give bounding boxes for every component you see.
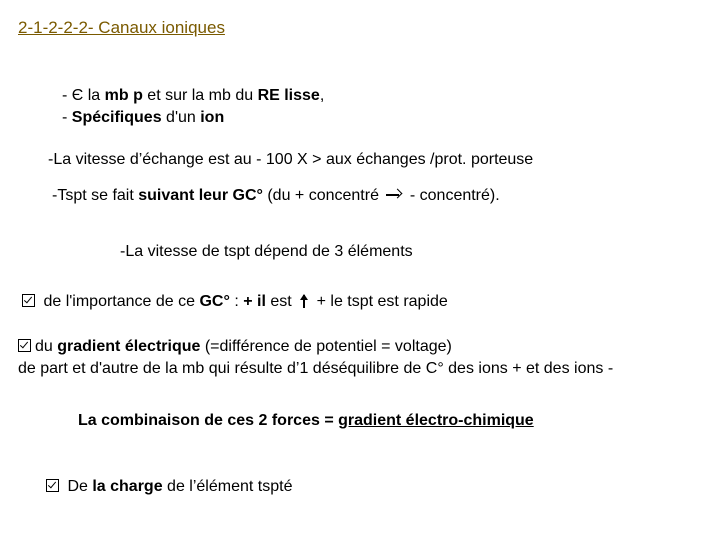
tspt-line — [52, 186, 500, 206]
item-charge — [46, 477, 292, 497]
checkbox-checked-icon — [22, 294, 35, 307]
item1-plus-il: + il — [243, 293, 266, 310]
item2-gradient: gradient électrique — [57, 338, 201, 355]
checkbox-checked-icon — [46, 479, 59, 492]
tspt-text-c: (du + concentré — [262, 187, 384, 204]
item1-gc: GC° — [199, 293, 230, 310]
tspt-text-a: -Tspt se fait — [52, 187, 139, 204]
item1-text-c: : — [229, 293, 244, 310]
combination-gradient: gradient électro-chimique — [338, 412, 534, 429]
arrow-up-icon — [299, 293, 309, 308]
bullet-specific-ion: ion — [200, 109, 225, 126]
combination-line — [78, 411, 534, 431]
item3-text-a: De — [63, 478, 93, 495]
item-importance — [22, 292, 448, 312]
bullet-location-text-a: - Є la — [62, 87, 105, 104]
item2-text-c: (=différence de potentiel = voltage) — [200, 338, 452, 355]
item-gradient — [18, 337, 452, 357]
bullet-location — [62, 86, 324, 106]
tspt-text-d: - concentré). — [405, 187, 500, 204]
bullet-specific-text: d'un — [161, 109, 201, 126]
bullet-location-text-e: , — [319, 87, 325, 104]
item3-charge: la charge — [92, 478, 163, 495]
depends-line: -La vitesse de tspt dépend de 3 éléments — [120, 243, 413, 260]
tspt-gc: suivant leur GC° — [138, 187, 263, 204]
item2-text-a: du — [35, 338, 58, 355]
arrow-right-icon — [386, 190, 402, 200]
page-title: 2-1-2-2-2- Canaux ioniques — [18, 18, 225, 37]
speed-line: -La vitesse d’échange est au - 100 X > aux échanges /prot. porteuse — [48, 151, 534, 168]
checkbox-checked-icon — [18, 339, 31, 352]
item1-text-e: est — [265, 293, 297, 310]
item1-text-f: + le tspt est rapide — [312, 293, 448, 310]
item1-text-a: de l'importance de ce — [39, 293, 200, 310]
item-gradient-continued: de part et d'autre de la mb qui résulte d’1 déséquilibre de C° des ions + et des ions - — [18, 360, 614, 377]
bullet-specific-bold: Spécifiques — [71, 109, 162, 126]
bullet-specific-dash: - — [62, 109, 72, 126]
bullet-specific — [62, 108, 224, 128]
item3-text-c: de l’élément tspté — [162, 478, 293, 495]
combination-text: La combinaison de ces 2 forces = — [78, 412, 339, 429]
bullet-location-mbp: mb p — [104, 87, 143, 104]
bullet-location-text-c: et sur la mb du — [142, 87, 258, 104]
bullet-location-re: RE lisse — [257, 87, 320, 104]
